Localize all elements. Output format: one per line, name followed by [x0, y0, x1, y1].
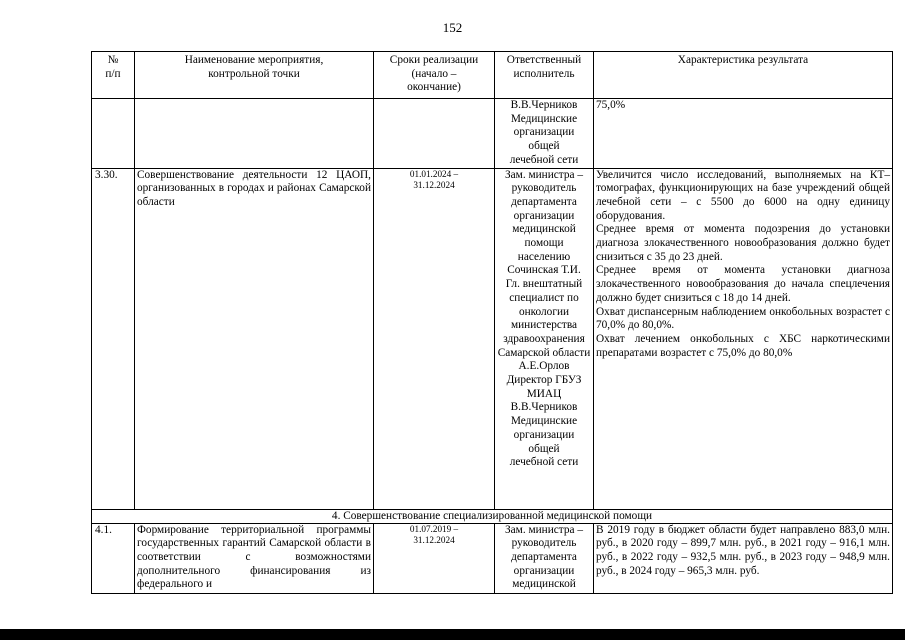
page-number: 152: [442, 20, 463, 35]
table-row: [92, 99, 893, 169]
cell-name: Формирование территориальной программы государственных гарантий Самарской области в соответствии с возможностями дополнительного финансирования из федерального и: [135, 523, 374, 593]
header-num: № п/п: [92, 52, 135, 99]
table-row: [92, 168, 893, 509]
table-row: [92, 523, 893, 593]
cell-responsible: Зам. министра – руководитель департамента организации медицинской: [495, 523, 594, 593]
cell-num: 3.30.: [92, 168, 135, 509]
header-result: Характеристика результата: [594, 52, 893, 99]
section-heading: 4. Совершенствование специализированной медицинской помощи: [92, 509, 893, 523]
cell-responsible: В.В.Черников Медицинские организации общей лечебной сети: [495, 99, 594, 169]
activities-table: [91, 51, 893, 594]
cell-responsible: Зам. министра – руководитель департамента организации медицинской помощи населению Сочинская Т.И. Гл. внештатный специалист по онкологии министерства здравоохранения Самарской области А.Е.Орлов Директор ГБУЗ МИАЦ В.В.Черников Медицинские организации общей лечебной сети: [495, 168, 594, 509]
cell-name: [135, 99, 374, 169]
scan-bottom-edge: [0, 629, 905, 640]
header-name: Наименование мероприятия, контрольной точки: [135, 52, 374, 99]
cell-dates: [374, 99, 495, 169]
cell-name: Совершенствование деятельности 12 ЦАОП, организованных в городах и районах Самарской области: [135, 168, 374, 509]
cell-num: [92, 99, 135, 169]
cell-dates: 01.01.2024 – 31.12.2024: [374, 168, 495, 509]
cell-result: В 2019 году в бюджет области будет направлено 883,0 млн. руб., в 2020 году – 899,7 млн. руб., в 2021 году – 916,1 млн. руб., в 2022 году – 932,5 млн. руб., в 2023 году – 948,9 млн. руб., в 2024 году – 965,3 млн. руб.: [594, 523, 893, 593]
section-heading-row: [92, 509, 893, 523]
cell-dates: 01.07.2019 – 31.12.2024: [374, 523, 495, 593]
cell-result: Увеличится число исследований, выполняемых на КТ–томографах, функционирующих на базе учреждений общей лечебной сети – с 5500 до 6000 на одну единицу оборудования. Среднее время от момента подозрения до установки диагноза злокачественного новообразования должно будет снизиться с 35 до 23 дней. Среднее время от момента установки диагноза злокачественного новообразования до начала спецлечения должно будет снизиться с 18 до 14 дней. Охват диспансерным наблюдением онкобольных возрастет с 70,0% до 80,0%. Охват лечением онкобольных с ХБС наркотическими препаратами возрастет с 75,0% до 80,0%: [594, 168, 893, 509]
header-responsible: Ответственный исполнитель: [495, 52, 594, 99]
header-dates: Сроки реализации (начало – окончание): [374, 52, 495, 99]
cell-num: 4.1.: [92, 523, 135, 593]
cell-result: 75,0%: [594, 99, 893, 169]
table-header-row: [92, 52, 893, 99]
